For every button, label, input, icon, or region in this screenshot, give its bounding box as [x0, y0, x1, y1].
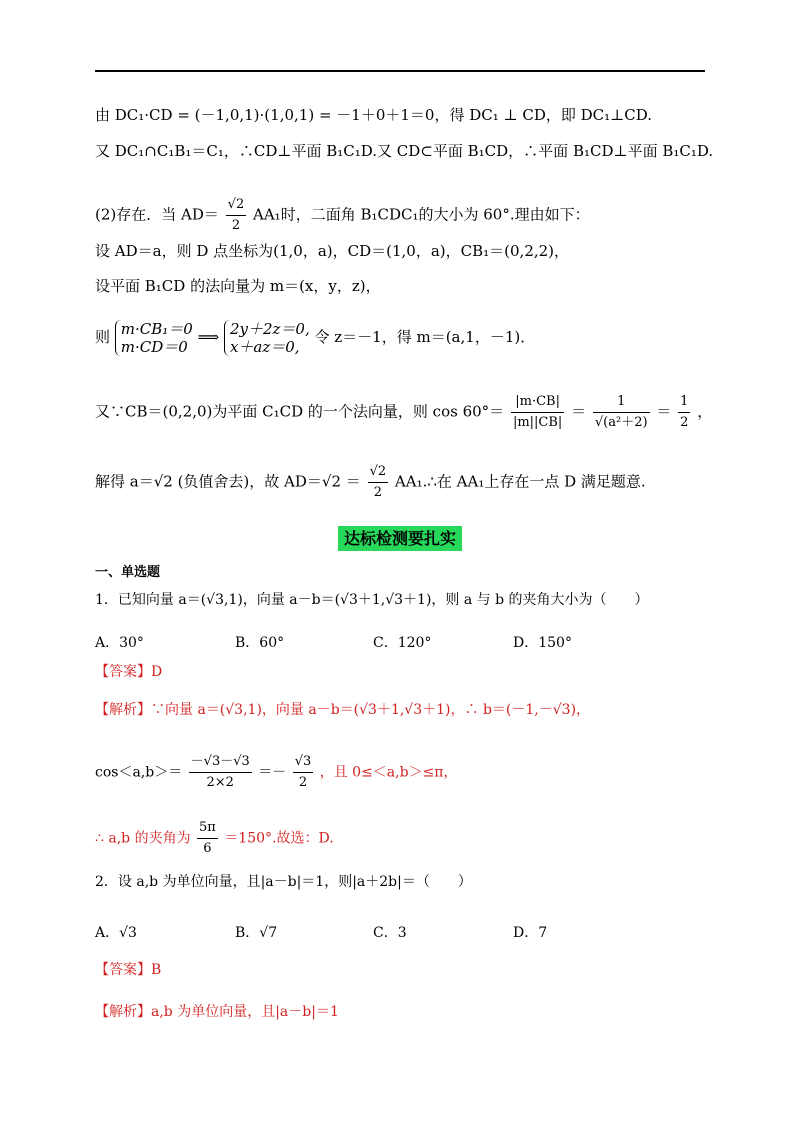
fraction — [593, 392, 650, 433]
equation: m·CD＝0 — [120, 338, 188, 356]
text: ＝150°.故选：D. — [224, 830, 334, 847]
analysis-label: 【解析】 — [95, 702, 151, 718]
numerator: 5π — [197, 818, 218, 839]
numerator: √3 — [293, 752, 314, 773]
equation: m·CB₁＝0 — [120, 320, 193, 338]
solution-line-8 — [95, 462, 646, 503]
q2-option-a: A．√3 — [95, 925, 137, 941]
solution-line-7 — [95, 392, 712, 433]
q1-analysis-1 — [95, 700, 590, 720]
fraction — [678, 392, 690, 433]
fraction — [189, 752, 252, 793]
analysis-text: a,b 为单位向量，且|a－b|＝1 — [151, 1004, 339, 1020]
q2-analysis-1 — [95, 1002, 339, 1022]
implies-symbol: ⟹ — [197, 328, 220, 346]
solution-line-6 — [95, 320, 535, 356]
text: (2)存在．当 AD＝ — [95, 205, 219, 224]
denominator: 2 — [298, 775, 308, 790]
text: ＝－ — [258, 764, 287, 781]
q1-option-a: A．30° — [95, 635, 144, 651]
numerator: 1 — [593, 392, 650, 413]
analysis-label: 【解析】 — [95, 1004, 151, 1020]
section-title — [0, 526, 800, 549]
q1-option-b: B．60° — [235, 635, 285, 651]
denominator: 2 — [680, 415, 689, 430]
text: AA₁.∴在 AA₁上存在一点 D 满足题意. — [394, 472, 646, 491]
q2-option-c: C．3 — [373, 925, 407, 941]
solution-line-4: 设 AD＝a，则 D 点坐标为(1,0，a)，CD＝(1,0，a)，CB₁＝(0,2,2)， — [95, 242, 570, 260]
numerator: √2 — [226, 195, 247, 216]
q1-analysis-3 — [95, 818, 334, 859]
q2-answer: 【答案】B — [95, 962, 162, 978]
q2-option-d: D．7 — [513, 925, 548, 941]
solution-line-1: 由 DC₁·CD = (－1,0,1)·(1,0,1) = －1＋0＋1＝0，得 DC₁ ⊥ CD，即 DC₁⊥CD. — [95, 106, 653, 124]
q1-analysis-2 — [95, 752, 458, 793]
text: AA₁时，二面角 B₁CDC₁的大小为 60°.理由如下： — [253, 205, 590, 224]
q1-stem: 1．已知向量 a＝(√3,1)，向量 a－b＝(√3＋1,√3＋1)，则 a 与 b 的夹角大小为（ ） — [95, 592, 649, 608]
text: ，且 0≤＜a,b＞≤π， — [319, 764, 458, 781]
denominator: 2×2 — [206, 775, 234, 790]
numerator: √2 — [368, 462, 389, 483]
solution-line-2: 又 DC₁∩C₁B₁＝C₁，∴CD⊥平面 B₁C₁D.又 CD⊂平面 B₁CD，∴平面 B₁CD⊥平面 B₁C₁D. — [95, 142, 714, 160]
q1-option-c: C．120° — [373, 635, 432, 651]
numerator: |m·CB| — [511, 392, 564, 413]
q1-option-d: D．150° — [513, 635, 572, 651]
header-rule — [95, 70, 705, 72]
fraction — [197, 818, 218, 859]
q2-stem: 2．设 a,b 为单位向量，且|a－b|＝1，则|a＋2b|＝（ ） — [95, 874, 472, 890]
solution-line-3 — [95, 195, 590, 236]
denominator: 2 — [373, 485, 382, 500]
question-type-heading: 一、单选题 — [95, 565, 161, 580]
equation-system-1 — [115, 320, 193, 356]
denominator: √(a²＋2) — [594, 415, 648, 430]
equals: ＝ — [571, 402, 587, 421]
numerator: 1 — [678, 392, 690, 413]
text: 解得 a＝√2 (负值舍去)，故 AD＝√2 ＝ — [95, 472, 361, 491]
section-title-text: 达标检测要扎实 — [338, 526, 462, 551]
fraction — [293, 752, 314, 793]
text: 令 z＝－1，得 m＝(a,1，－1)． — [314, 328, 536, 346]
numerator: －√3－√3 — [189, 752, 252, 773]
equation: 2y＋2z＝0, — [229, 320, 310, 338]
text: 又∵CB＝(0,2,0)为平面 C₁CD 的一个法向量，则 cos 60°＝ — [95, 402, 505, 421]
fraction — [368, 462, 389, 503]
text: cos＜a,b＞＝ — [95, 764, 183, 781]
q2-option-b: B．√7 — [235, 925, 278, 941]
equation-system-2 — [224, 320, 310, 356]
equation: x＋az＝0, — [229, 338, 300, 356]
equals: ＝ — [656, 402, 672, 421]
q1-answer: 【答案】D — [95, 664, 163, 680]
text: 则 — [95, 328, 111, 346]
solution-line-5: 设平面 B₁CD 的法向量为 m＝(x，y，z)， — [95, 277, 381, 295]
denominator: 6 — [203, 841, 212, 856]
denominator: |m||CB| — [512, 415, 563, 430]
denominator: 2 — [231, 218, 241, 233]
analysis-text: ∵向量 a＝(√3,1)，向量 a－b＝(√3＋1,√3＋1)，∴ b＝(－1,－√3)， — [151, 702, 591, 718]
text: ， — [697, 402, 713, 421]
text: ∴ a,b 的夹角为 — [95, 830, 191, 847]
fraction — [511, 392, 564, 433]
fraction — [226, 195, 247, 236]
